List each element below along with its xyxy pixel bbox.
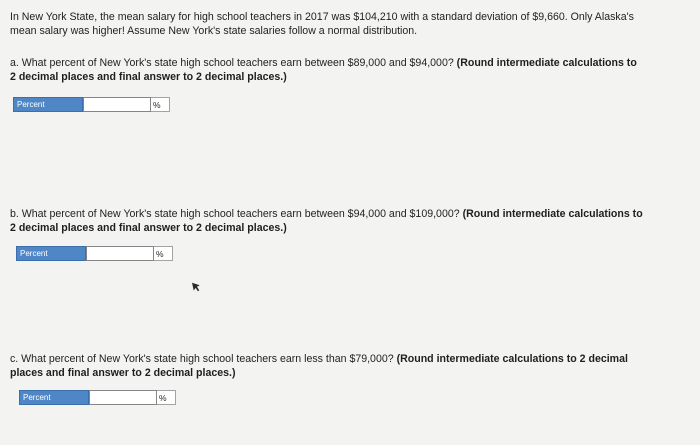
part-b-question-line-1 [10, 208, 680, 222]
part-c-question-line-1 [10, 353, 680, 367]
part-a-answer-row [13, 97, 170, 112]
part-a-percent-label: Percent [13, 97, 83, 112]
problem-intro [10, 11, 680, 38]
part-c-instruction-2: places and final answer to 2 decimal places.) [10, 366, 236, 379]
part-b-question-text: b. What percent of New York's state high school teachers earn between $94,000 and $109,000? [10, 208, 463, 220]
part-b-instruction-1: (Round intermediate calculations to [462, 208, 643, 220]
part-b-percent-label: Percent [16, 246, 86, 261]
intro-line-2: mean salary was higher! Assume New York's state salaries follow a normal distribution. [10, 24, 418, 37]
part-b-percent-unit: % [154, 246, 173, 261]
part-b-instruction-2: 2 decimal places and final answer to 2 decimal places.) [10, 221, 287, 234]
part-a-percent-input[interactable] [83, 97, 151, 112]
part-b-question [10, 208, 680, 235]
intro-line-1: In New York State, the mean salary for high school teachers in 2017 was $104,210 with a standard deviation of $9,660. Only Alaska's [10, 11, 634, 23]
part-a-percent-unit: % [151, 97, 170, 112]
part-a-instruction-2: 2 decimal places and final answer to 2 decimal places.) [10, 70, 287, 83]
part-c-percent-input[interactable] [89, 390, 157, 405]
part-c-answer-row [19, 390, 176, 405]
part-a-question-text: a. What percent of New York's state high school teachers earn between $89,000 and $94,000? [10, 57, 457, 69]
part-c-question [10, 353, 680, 380]
part-c-question-text: c. What percent of New York's state high school teachers earn less than $79,000? [10, 353, 397, 365]
part-a-question [10, 57, 680, 84]
mouse-pointer-icon [190, 280, 202, 294]
part-c-percent-unit: % [157, 390, 176, 405]
part-b-percent-input[interactable] [86, 246, 154, 261]
part-c-instruction-1: (Round intermediate calculations to 2 decimal [396, 353, 628, 365]
part-b-answer-row [16, 246, 173, 261]
part-c-percent-label: Percent [19, 390, 89, 405]
part-a-instruction-1: (Round intermediate calculations to [456, 57, 637, 69]
part-a-question-line-1 [10, 57, 680, 71]
